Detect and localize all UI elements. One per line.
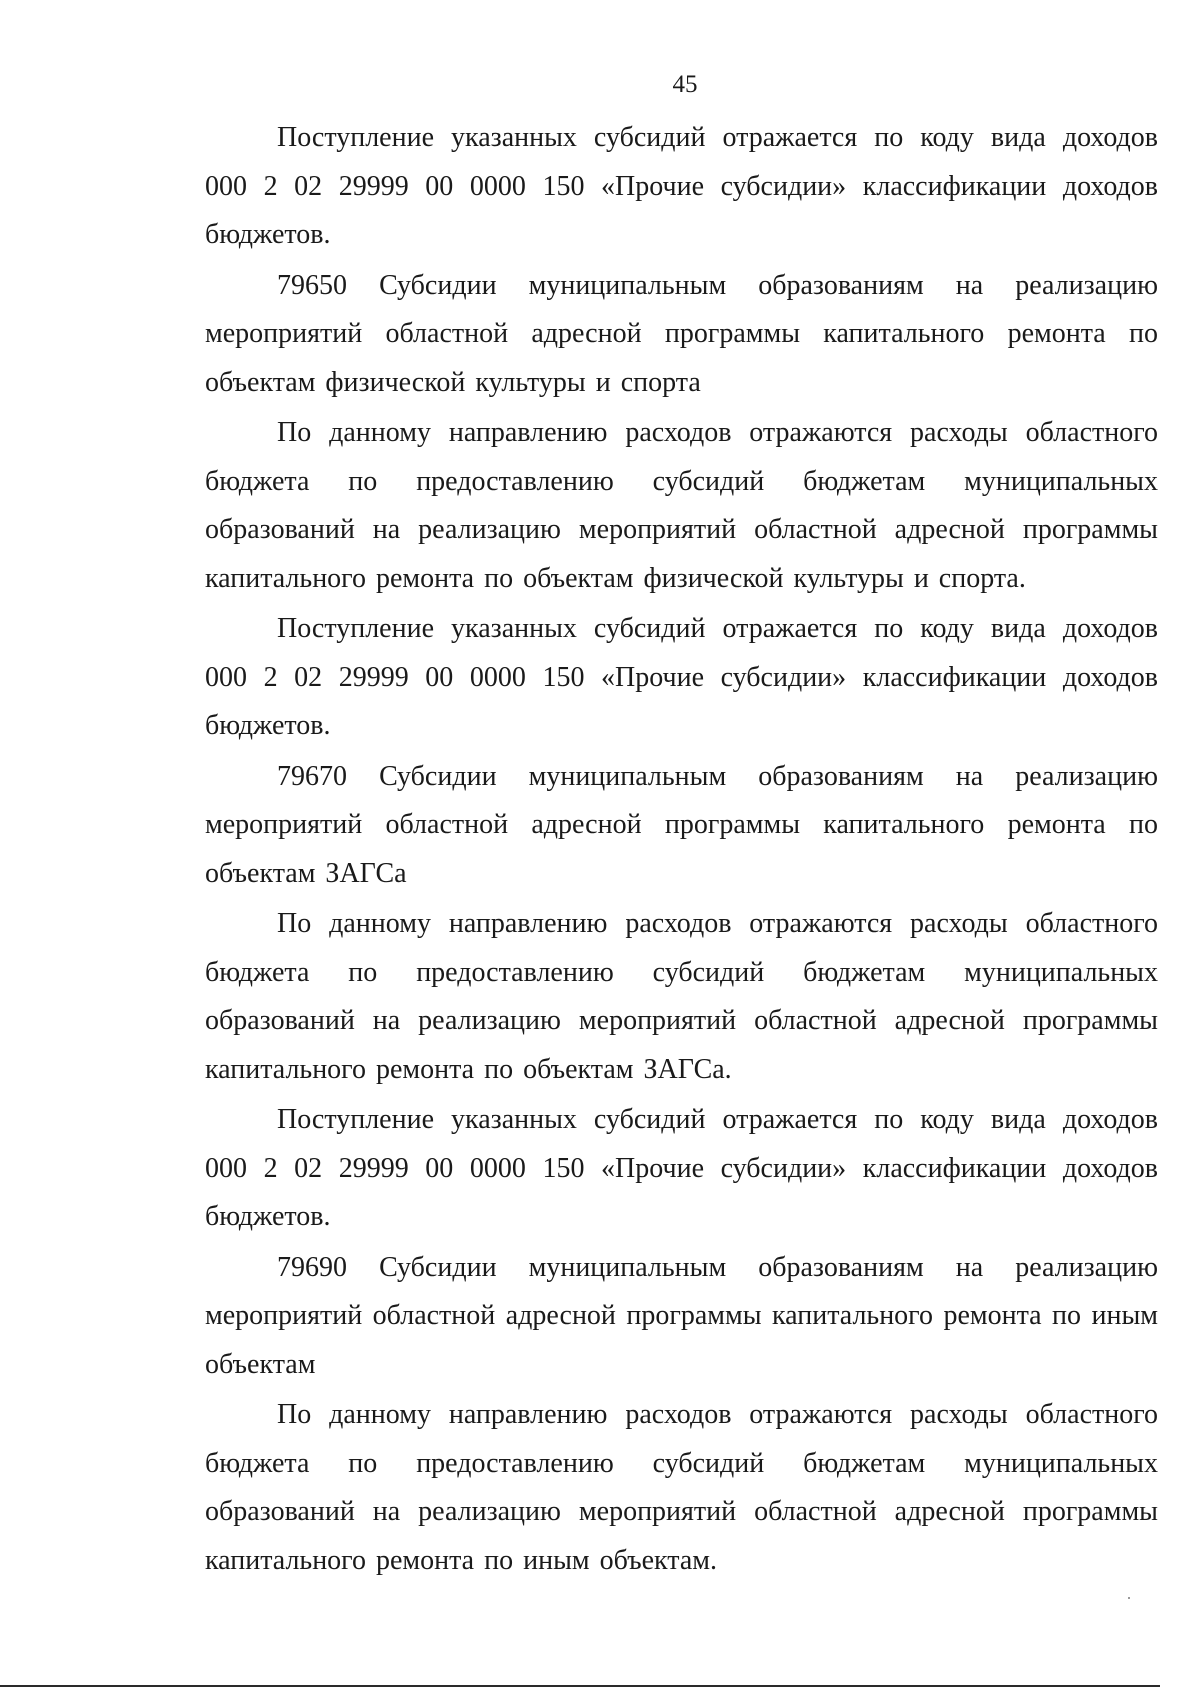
page-number: 45 xyxy=(672,71,698,98)
paragraph-79690-description: По данному направлению расходов отражаются расходы областного бюджета по предоставлению субсидий бюджетам муниципальных образований на реализацию мероприятий областной адресной программы капитального ремонта по иным объектам. xyxy=(205,1399,1158,1576)
paragraph-revenue-notice: Поступление указанных субсидий отражается по коду вида доходов 000 2 02 29999 00 0000 150 «Прочие субсидии» классификации доходов бюджетов. xyxy=(205,1104,1158,1232)
paragraph-revenue-notice: Поступление указанных субсидий отражается по коду вида доходов 000 2 02 29999 00 0000 150 «Прочие субсидии» классификации доходов бюджетов. xyxy=(205,122,1158,250)
paragraph-revenue-notice: Поступление указанных субсидий отражается по коду вида доходов 000 2 02 29999 00 0000 150 «Прочие субсидии» классификации доходов бюджетов. xyxy=(205,613,1158,741)
scan-speck xyxy=(1128,1597,1130,1599)
paragraph-79650-heading: 79650 Субсидии муниципальным образованиям на реализацию мероприятий областной адресной программы капитального ремонта по объектам физической культуры и спорта xyxy=(205,269,1158,398)
document-body xyxy=(205,114,1158,1587)
paragraph-79670-description: По данному направлению расходов отражаются расходы областного бюджета по предоставлению субсидий бюджетам муниципальных образований на реализацию мероприятий областной адресной программы капитального ремонта по объектам ЗАГСа. xyxy=(205,908,1158,1085)
paragraph-79670-heading: 79670 Субсидии муниципальным образованиям на реализацию мероприятий областной адресной программы капитального ремонта по объектам ЗАГСа xyxy=(205,760,1158,889)
paragraph-79690-heading: 79690 Субсидии муниципальным образованиям на реализацию мероприятий областной адресной программы капитального ремонта по иным объектам xyxy=(205,1251,1158,1380)
bottom-rule xyxy=(0,1685,1160,1687)
paragraph-79650-description: По данному направлению расходов отражаются расходы областного бюджета по предоставлению субсидий бюджетам муниципальных образований на реализацию мероприятий областной адресной программы капитального ремонта по объектам физической культуры и спорта. xyxy=(205,417,1158,594)
